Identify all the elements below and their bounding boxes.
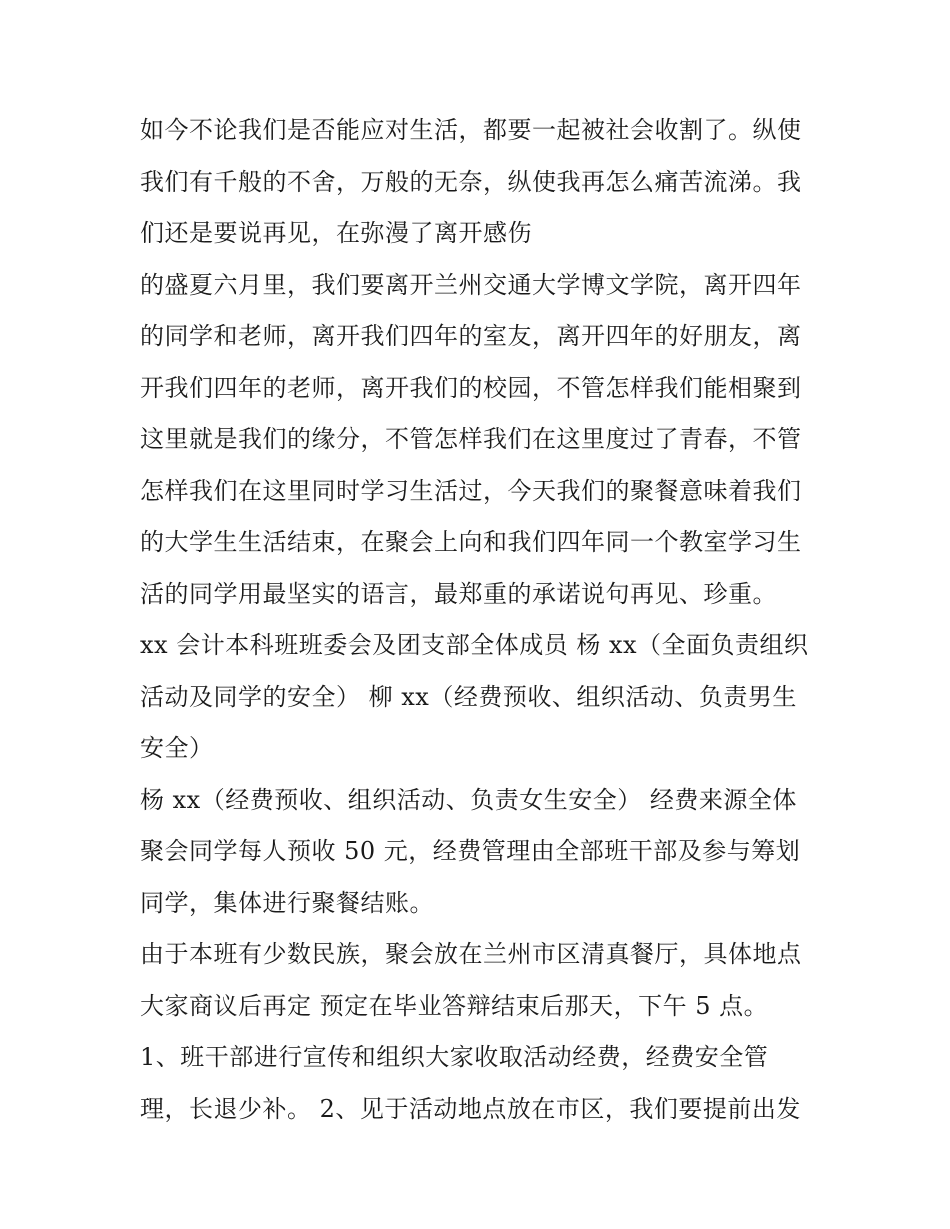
text-line: 活的同学用最坚实的语言，最郑重的承诺说句再见、珍重。 [140,579,777,608]
text-line: 开我们四年的老师，离开我们的校园，不管怎样我们能相聚到 [140,373,802,402]
document-body [140,105,830,1135]
text-line: 我们有千般的不舍，万般的无奈，纵使我再怎么痛苦流涕。我 [140,167,802,196]
text-line: 怎样我们在这里同时学习生活过，今天我们的聚餐意味着我们 [140,476,802,505]
text-line: xx 会计本科班班委会及团支部全体成员 杨 xx（全面负责组织 [140,631,809,659]
text-line: 活动及同学的安全） 柳 xx（经费预收、组织活动、负责男生 [140,682,797,711]
text-line: 安全） [140,734,214,762]
text-line: 这里就是我们的缘分，不管怎样我们在这里度过了青春，不管 [140,425,802,453]
text-line: 大家商议后再定 预定在毕业答辩结束后那天，下午 5 点。 [140,991,769,1020]
text-line: 由于本班有少数民族，聚会放在兰州市区清真餐厅，具体地点 [140,940,802,968]
text-line: 1、班干部进行宣传和组织大家收取活动经费，经费安全管 [140,1043,769,1071]
text-line: 杨 xx（经费预收、组织活动、负责女生安全） 经费来源全体 [140,785,797,814]
text-line: 同学，集体进行聚餐结账。 [140,888,434,917]
text-line: 如今不论我们是否能应对生活，都要一起被社会收割了。纵使 [140,116,802,144]
text-line: 的大学生生活结束，在聚会上向和我们四年同一个教室学习生 [140,528,802,556]
text-line: 理，长退少补。 2、见于活动地点放在市区，我们要提前出发 [140,1094,801,1123]
text-line: 的盛夏六月里，我们要离开兰州交通大学博文学院，离开四年 [140,270,802,299]
text-line: 聚会同学每人预收 50 元，经费管理由全部班干部及参与筹划 [140,837,801,865]
text-line: 的同学和老师，离开我们四年的室友，离开四年的好朋友，离 [140,322,802,350]
text-line: 们还是要说再见，在弥漫了离开感伤 [140,219,532,247]
